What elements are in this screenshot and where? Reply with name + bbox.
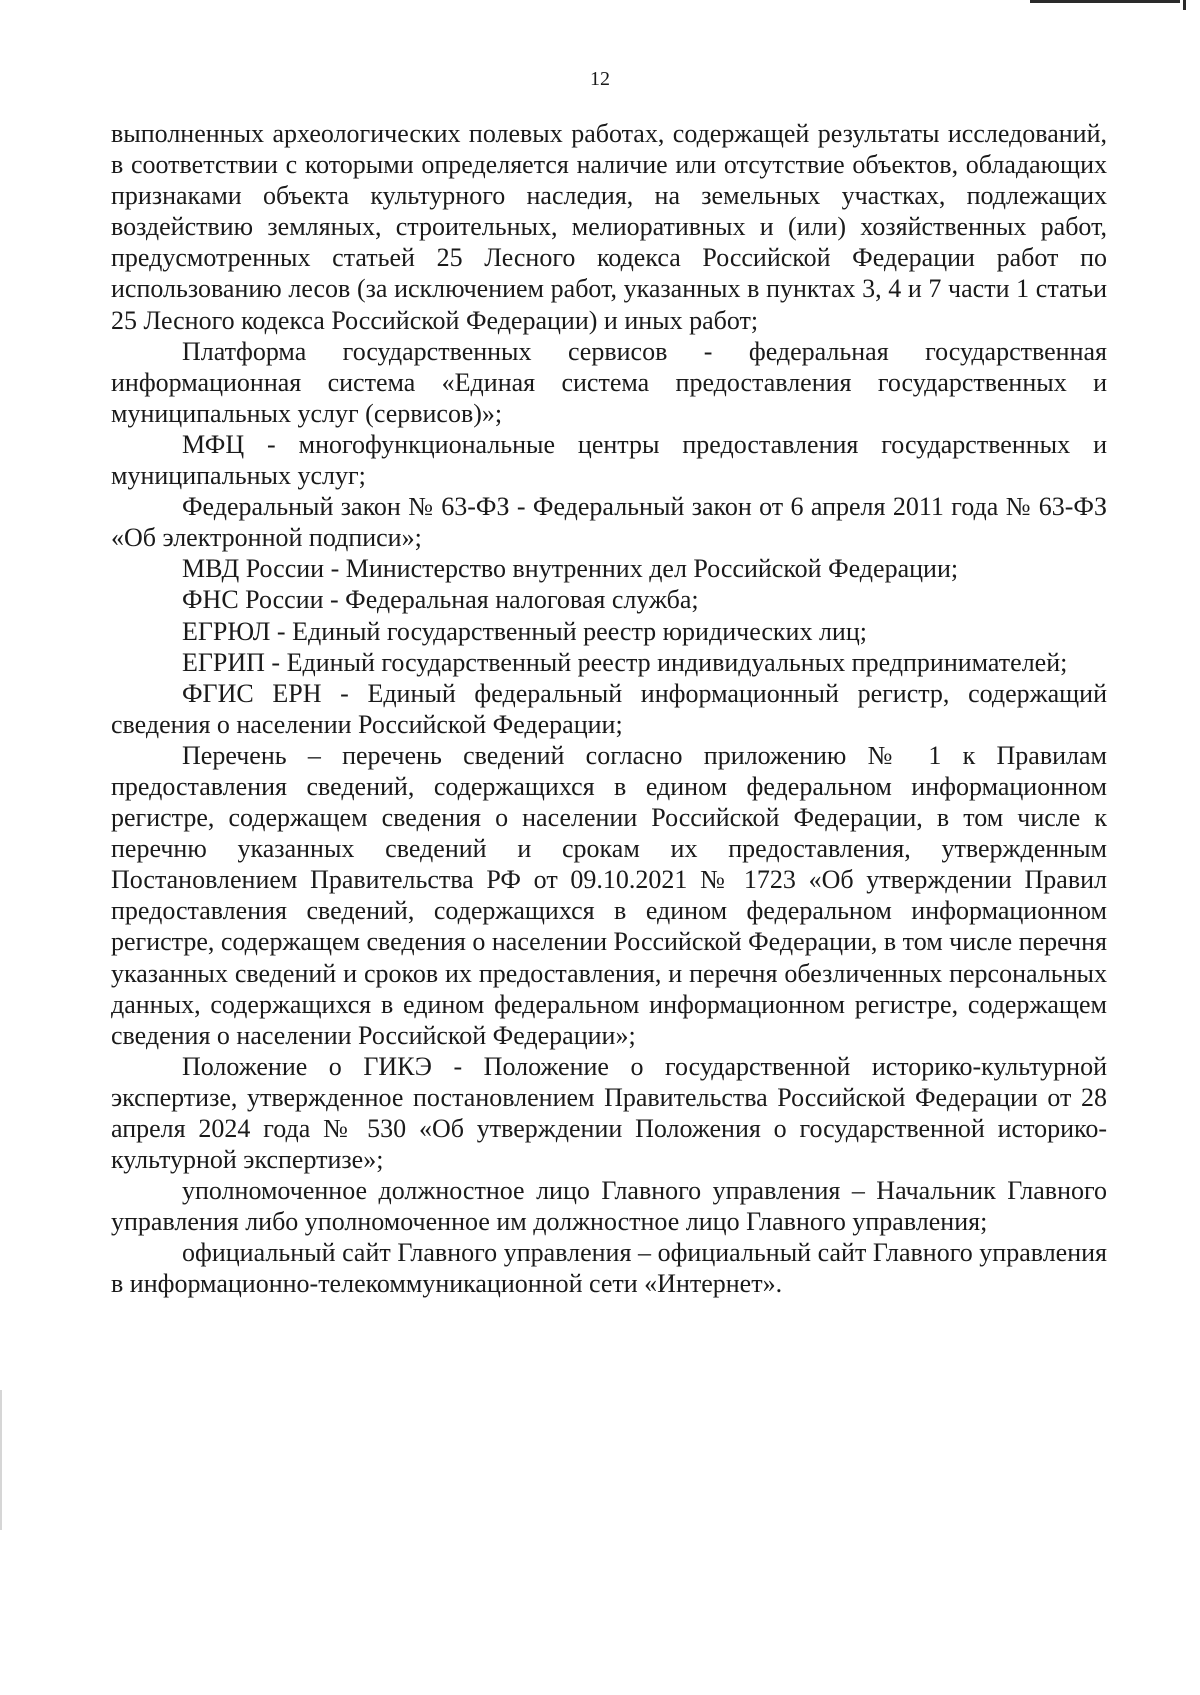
definition-federal-law-63: Федеральный закон № 63-ФЗ - Федеральный закон от 6 апреля 2011 года № 63-ФЗ «Об электронной подписи»; xyxy=(111,492,1107,553)
scan-edge-mark xyxy=(1030,0,1180,3)
definition-gosuslugi-platform: Платформа государственных сервисов - федеральная государственная информационная система «Единая система предоставления государственных и муниципальных услуг (сервисов)»; xyxy=(111,336,1107,428)
document-body xyxy=(111,118,1107,1300)
scan-margin-shadow xyxy=(0,1390,2,1530)
definition-official-website: официальный сайт Главного управления – официальный сайт Главного управления в информационно-телекоммуникационной сети «Интернет». xyxy=(111,1238,1107,1299)
definition-polozhenie-gike: Положение о ГИКЭ - Положение о государственной историко-культурной экспертизе, утвержденное постановлением Правительства Российской Федерации от 28 апреля 2024 года № 530 «Об утверждении Положения о государственной историко-культурной экспертизе»; xyxy=(111,1051,1107,1175)
definition-egrul: ЕГРЮЛ - Единый государственный реестр юридических лиц; xyxy=(182,616,867,646)
definition-fgis-ern: ФГИС ЕРН - Единый федеральный информационный регистр, содержащий сведения о населении Российской Федерации; xyxy=(111,678,1107,739)
definition-perechen: Перечень – перечень сведений согласно приложению № 1 к Правилам предоставления сведений, содержащихся в едином федеральном информационном регистре, содержащем сведения о населении Российской Федерации, в том числе к перечню указанных сведений и срокам их предоставления, утвержденным Постановлением Правительства РФ от 09.10.2021 № 1723 «Об утверждении Правил предоставления сведений, содержащихся в едином федеральном информационном регистре, содержащем сведения о населении Российской Федерации, в том числе перечня указанных сведений и сроков их предоставления, и перечня обезличенных персональных данных, содержащихся в едином федеральном информационном регистре, содержащем сведения о населении Российской Федерации»; xyxy=(111,740,1107,1050)
definition-mfc: МФЦ - многофункциональные центры предоставления государственных и муниципальных услуг; xyxy=(111,429,1107,491)
page-number: 12 xyxy=(590,68,610,90)
definition-egrip: ЕГРИП - Единый государственный реестр индивидуальных предпринимателей; xyxy=(182,647,1068,677)
paragraph-continuation: выполненных археологических полевых работах, содержащей результаты исследований, в соответствии с которыми определяется наличие или отсутствие объектов, обладающих признаками объекта культурного наследия, на земельных участках, подлежащих воздействию земляных, строительных, мелиоративных и (или) хозяйственных работ, предусмотренных статьей 25 Лесного кодекса Российской Федерации работ по использованию лесов (за исключением работ, указанных в пунктах 3, 4 и 7 части 1 статьи 25 Лесного кодекса Российской Федерации) и иных работ; xyxy=(111,119,1107,335)
definition-mvd: МВД России - Министерство внутренних дел Российской Федерации; xyxy=(182,554,959,584)
definition-fns: ФНС России - Федеральная налоговая служба; xyxy=(182,585,699,615)
definition-authorized-official: уполномоченное должностное лицо Главного управления – Начальник Главного управления либо уполномоченное им должностное лицо Главного управления; xyxy=(111,1176,1107,1237)
scan-corner-mark xyxy=(1183,0,1186,10)
